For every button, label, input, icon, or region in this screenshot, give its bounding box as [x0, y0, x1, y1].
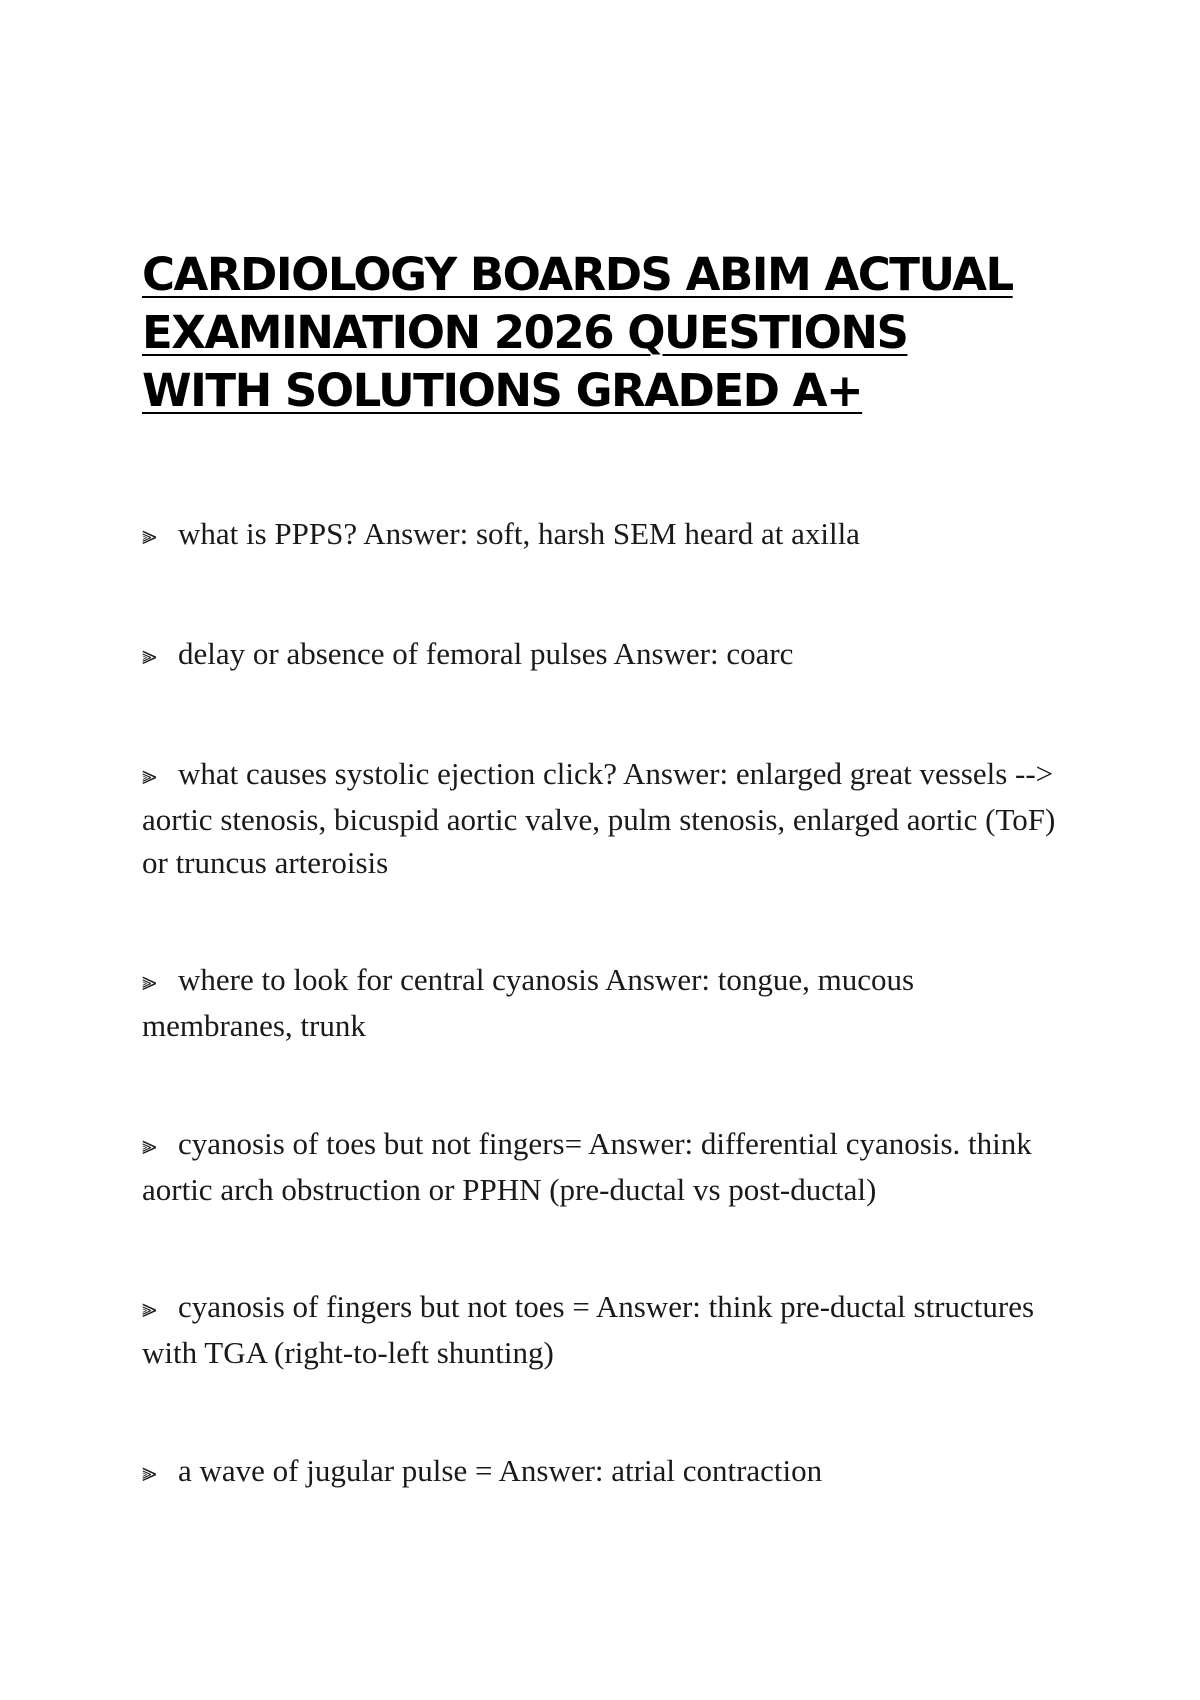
arrow-bullet-icon: ⫸: [142, 967, 157, 997]
list-item: [142, 1285, 1067, 1374]
arrow-bullet-icon: ⫸: [142, 1131, 157, 1161]
arrow-bullet-icon: ⫸: [142, 1458, 157, 1488]
list-item: [142, 1122, 1067, 1211]
arrow-bullet-icon: ⫸: [142, 761, 157, 791]
question-answer-text: what causes systolic ejection click? Answer: enlarged great vessels --> aortic stenosis, bicuspid aortic valve, pulm stenosis, enlarged aortic (ToF) or truncus arteroisis: [142, 756, 1056, 880]
list-item: [142, 958, 1067, 1047]
arrow-bullet-icon: ⫸: [142, 1294, 157, 1324]
document-title: CARDIOLOGY BOARDS ABIM ACTUAL EXAMINATION 2026 QUESTIONS WITH SOLUTIONS GRADED A+: [142, 248, 1013, 417]
question-answer-text: what is PPPS? Answer: soft, harsh SEM heard at axilla: [178, 516, 860, 551]
question-answer-text: cyanosis of toes but not fingers= Answer: differential cyanosis. think aortic arch obstruction or PPHN (pre-ductal vs post-ductal): [142, 1126, 1032, 1207]
list-item: [142, 752, 1067, 884]
question-answer-text: delay or absence of femoral pulses Answer: coarc: [178, 636, 794, 671]
arrow-bullet-icon: ⫸: [142, 641, 157, 671]
question-answer-text: cyanosis of fingers but not toes = Answer: think pre-ductal structures with TGA (right-to-left shunting): [142, 1289, 1035, 1370]
list-item: [142, 512, 1067, 558]
arrow-bullet-icon: ⫸: [142, 521, 157, 551]
question-answer-text: where to look for central cyanosis Answer: tongue, mucous membranes, trunk: [142, 962, 915, 1043]
list-item: [142, 1449, 1067, 1495]
question-answer-text: a wave of jugular pulse = Answer: atrial contraction: [178, 1453, 823, 1488]
list-item: [142, 632, 1067, 678]
